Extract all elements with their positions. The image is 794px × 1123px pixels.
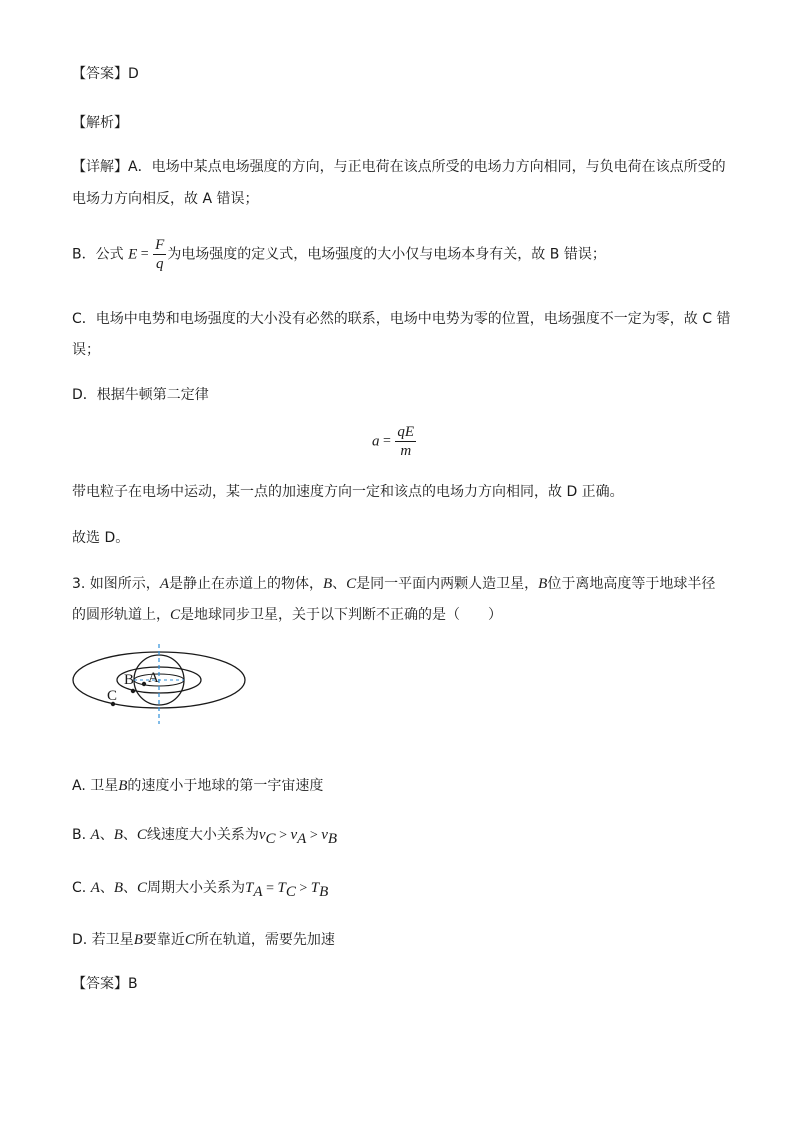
period-symbol: T xyxy=(277,880,286,896)
q3-symbol: B xyxy=(538,576,548,592)
formula-fraction-qe-over-m xyxy=(395,423,416,460)
option-b xyxy=(72,825,337,849)
label-b: B xyxy=(124,672,135,688)
formula-equals: = xyxy=(379,433,395,449)
option-c xyxy=(72,878,328,902)
option-a xyxy=(72,776,323,796)
option-symbol: C xyxy=(137,880,148,896)
subscript: C xyxy=(265,830,276,847)
option-text: A. 卫星 xyxy=(72,778,119,794)
velocity-symbol: v xyxy=(258,827,266,843)
formula-e-symbol: E xyxy=(128,246,138,263)
orbit-diagram xyxy=(70,642,250,726)
detail-c-line1: C．电场中电势和电场强度的大小没有必然的联系，电场中电势为零的位置，电场强度不一定为零，故 C 错 xyxy=(72,311,731,327)
detail-b-suffix: 为电场强度的定义式，电场强度的大小仅与电场本身有关，故 B 错误； xyxy=(167,246,606,263)
option-text: 要靠近 xyxy=(142,932,185,948)
label-a: A xyxy=(148,670,159,686)
option-text: 、 xyxy=(123,880,138,896)
option-text: 所在轨道，需要先加速 xyxy=(194,932,335,948)
option-symbol: B xyxy=(113,880,124,896)
option-symbol: B xyxy=(118,778,128,794)
fraction-numerator: qE xyxy=(397,424,415,440)
velocity-symbol: v xyxy=(290,827,298,843)
option-symbol: A xyxy=(90,827,100,843)
relation: > xyxy=(295,881,311,896)
fraction-denominator: m xyxy=(400,443,412,459)
subscript: B xyxy=(327,830,338,847)
fraction-numerator: F xyxy=(155,237,165,253)
option-symbol: A xyxy=(90,880,100,896)
option-symbol: C xyxy=(136,827,147,843)
q3-text: 是同一平面内两颗人造卫星， xyxy=(356,576,539,592)
fraction-denominator: q xyxy=(155,256,164,272)
answer-line xyxy=(72,64,139,84)
q3-symbol: A xyxy=(159,576,169,592)
option-text: 周期大小关系为 xyxy=(147,880,246,896)
q3-text: 是静止在赤道上的物体， xyxy=(168,576,323,592)
option-symbol: B xyxy=(113,827,123,843)
formula-fraction-f-over-q xyxy=(153,236,166,273)
detail-c-line2: 误； xyxy=(72,342,100,358)
detail-a-line2: 电场力方向相反，故 A 错误； xyxy=(72,191,259,207)
q3-symbol: C xyxy=(170,607,181,623)
subscript: A xyxy=(297,830,307,847)
answer-tag: 【答案】 xyxy=(72,66,128,82)
option-text: 的速度小于地球的第一宇宙速度 xyxy=(127,778,324,794)
answer-value: D xyxy=(128,66,139,82)
q3-symbol: B xyxy=(322,576,333,592)
option-symbol: B xyxy=(133,932,143,948)
velocity-symbol: v xyxy=(321,827,328,843)
detail-tag: 【详解】 xyxy=(72,159,128,175)
answer3-line xyxy=(72,974,138,994)
subscript: A xyxy=(253,883,263,900)
period-symbol: T xyxy=(245,880,254,896)
answer-value: B xyxy=(128,976,138,992)
option-text: B. xyxy=(72,827,91,843)
option-text: C. xyxy=(72,880,91,896)
relation: > xyxy=(275,828,291,843)
q3-symbol: C xyxy=(346,576,357,592)
detail-choose: 故选 D。 xyxy=(72,530,130,546)
subscript: B xyxy=(319,883,329,900)
detail-a-text: A．电场中某点电场强度的方向，与正电荷在该点所受的电场力方向相同，与负电荷在该点所受的 xyxy=(128,159,726,175)
detail-d-line: D．根据牛顿第二定律 xyxy=(72,387,209,403)
option-text: D. 若卫星 xyxy=(72,932,134,948)
q3-text: 的圆形轨道上， xyxy=(72,607,170,623)
detail-b-line xyxy=(72,236,606,273)
formula-equals: = xyxy=(137,246,153,262)
answer-tag: 【答案】 xyxy=(72,976,128,992)
option-symbol: C xyxy=(184,932,195,948)
option-text: 、 xyxy=(99,827,114,843)
point-b xyxy=(131,689,135,693)
option-text: 线速度大小关系为 xyxy=(146,827,259,843)
detail-a-line1 xyxy=(72,157,726,177)
q3-text: 是地球同步卫星，关于以下判断不正确的是（ ） xyxy=(180,607,503,623)
period-symbol: T xyxy=(310,880,320,896)
label-c: C xyxy=(107,688,118,704)
detail-b-prefix: B．公式 xyxy=(72,246,124,263)
formula-a-symbol: a xyxy=(372,433,380,450)
q3-text: 、 xyxy=(332,576,347,592)
option-text: 、 xyxy=(99,880,114,896)
q3-text: 3. 如图所示， xyxy=(72,576,160,592)
option-d xyxy=(72,930,335,950)
detail-conclusion: 带电粒子在电场中运动，某一点的加速度方向一定和该点的电场力方向相同，故 D 正确。 xyxy=(72,484,624,500)
subscript: C xyxy=(285,883,296,900)
newton-formula xyxy=(372,423,417,460)
question3-line1 xyxy=(72,574,715,594)
q3-text: 位于离地高度等于地球半径 xyxy=(547,576,716,592)
relation: > xyxy=(306,828,322,843)
option-text: 、 xyxy=(122,827,137,843)
point-a xyxy=(142,682,146,686)
relation: = xyxy=(262,881,278,896)
analysis-tag: 【解析】 xyxy=(72,115,128,131)
question3-line2 xyxy=(72,605,502,625)
